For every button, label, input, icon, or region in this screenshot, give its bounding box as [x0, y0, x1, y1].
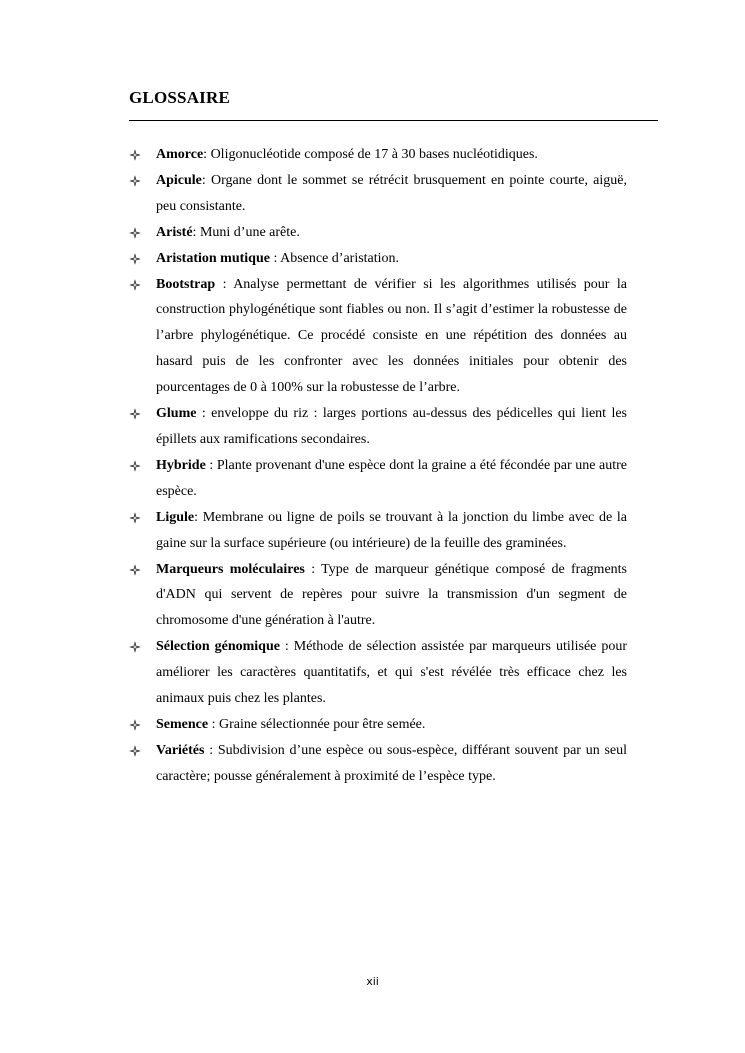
term-separator: : — [203, 147, 211, 162]
term-separator: : — [269, 250, 281, 266]
term-separator: : — [208, 716, 219, 732]
glossary-term: Sélection génomique — [156, 639, 280, 655]
glossary-term: Variétés — [156, 742, 205, 758]
glossary-term: Amorce — [156, 147, 204, 162]
diamond-bullet-icon — [129, 227, 141, 239]
diamond-bullet-icon — [129, 279, 141, 291]
diamond-bullet-icon — [129, 564, 141, 576]
glossary-term: Aristation mutique — [156, 250, 270, 266]
glossary-entry — [129, 401, 627, 453]
glossary-term: Apicule — [156, 172, 202, 188]
glossary-definition: enveloppe du riz : larges portions au-dessus des pédicelles qui lient les épillets aux ramifications secondaires. — [156, 406, 628, 447]
glossary-definition: Membrane ou ligne de poils se trouvant à la jonction du limbe avec de la gaine sur la surface supérieure (ou intérieure) de la feuille des graminées. — [156, 509, 627, 551]
glossary-term: Glume — [156, 406, 197, 422]
term-separator: : — [205, 457, 217, 473]
diamond-bullet-icon — [129, 745, 141, 757]
glossary-term: Marqueurs moléculaires — [156, 561, 305, 577]
glossary-list — [129, 142, 627, 790]
glossary-term: Bootstrap — [156, 276, 216, 292]
glossary-definition: Plante provenant d'une espèce dont la graine a été fécondée par une autre espèce. — [156, 457, 628, 499]
diamond-bullet-icon — [129, 719, 141, 731]
term-separator: : — [304, 561, 322, 577]
term-separator: : — [196, 406, 212, 422]
diamond-bullet-icon — [129, 149, 141, 161]
glossary-title: GLOSSAIRE — [129, 88, 231, 107]
glossary-definition: Méthode de sélection assistée par marqueurs utilisée pour améliorer les caractères quantitatifs, et qui s'est révélée très efficace chez les animaux puis chez les plantes. — [156, 639, 627, 707]
title-underline — [129, 120, 658, 121]
glossary-entry — [129, 505, 627, 557]
diamond-bullet-icon — [129, 460, 141, 472]
glossary-definition: Oligonucléotide composé de 17 à 30 bases nucléotidiques. — [210, 147, 538, 162]
diamond-bullet-icon — [129, 408, 141, 420]
glossary-entry — [129, 557, 627, 635]
glossary-term: Semence — [156, 716, 209, 732]
term-separator: : — [204, 742, 218, 758]
term-separator: : — [201, 172, 211, 188]
term-separator: : — [194, 509, 203, 525]
glossary-entry — [129, 634, 627, 712]
glossary-entry — [129, 738, 627, 790]
glossary-definition: Subdivision d’une espèce ou sous-espèce, différant souvent par un seul caractère; pousse généralement à proximité de l’espèce type. — [156, 742, 628, 784]
glossary-term: Hybride — [156, 457, 206, 473]
term-separator: : — [279, 639, 294, 655]
term-separator: : — [192, 224, 200, 240]
term-separator: : — [215, 276, 234, 292]
glossary-entry — [129, 168, 627, 220]
glossary-entry — [129, 712, 627, 738]
glossary-entry — [129, 246, 627, 272]
glossary-definition: Organe dont le sommet se rétrécit brusquement en pointe courte, aiguë, peu consistante. — [156, 172, 628, 214]
glossary-definition: Analyse permettant de vérifier si les algorithmes utilisés pour la construction phylogénétique sont fiables ou non. Il s’agit d’estimer la robustesse de l’arbre phylogénétique. Ce procédé consiste en une répétition des données au hasard puis de les confronter avec les données initiales pour obtenir des pourcentages de 0 à 100% sur la robustesse de l’arbre. — [156, 276, 627, 396]
glossary-entry — [129, 142, 627, 168]
page-number: xii — [366, 975, 379, 988]
glossary-term: Aristé — [156, 224, 193, 240]
diamond-bullet-icon — [129, 512, 141, 524]
glossary-entry — [129, 220, 627, 246]
glossary-definition: Graine sélectionnée pour être semée. — [218, 716, 426, 732]
glossary-entry — [129, 272, 627, 402]
diamond-bullet-icon — [129, 641, 141, 653]
glossary-definition: Type de marqueur génétique composé de fragments d'ADN qui servent de repères pour suivre la transmission d'un segment de chromosome d'une génération à l'autre. — [156, 561, 627, 629]
glossary-definition: Absence d’aristation. — [280, 250, 400, 266]
glossary-entry — [129, 453, 627, 505]
glossary-definition: Muni d’une arête. — [199, 224, 300, 240]
diamond-bullet-icon — [129, 253, 141, 265]
glossary-term: Ligule — [156, 509, 195, 525]
diamond-bullet-icon — [129, 175, 141, 187]
